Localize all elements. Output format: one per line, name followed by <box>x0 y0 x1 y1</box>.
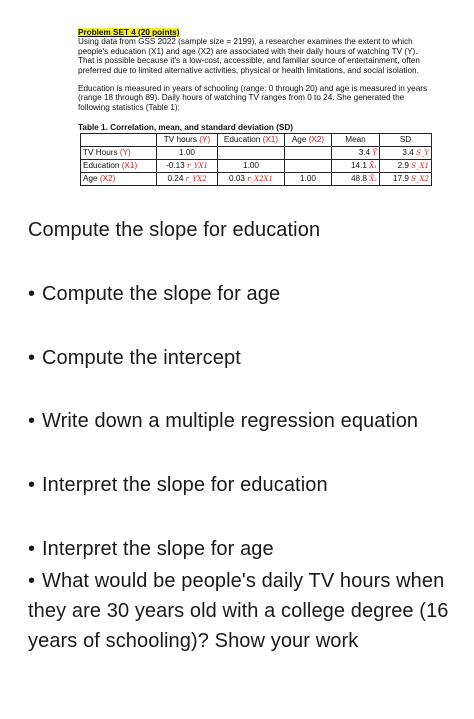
table-title: Table 1. Correlation, mean, and standard deviation (SD) <box>78 123 294 133</box>
header-sd: SD <box>380 133 432 146</box>
row-label: Age (X2) <box>81 172 157 185</box>
bullet-icon: • <box>28 283 36 305</box>
problem-document <box>78 28 436 186</box>
question-2: • Compute the slope for age <box>28 279 280 309</box>
question-1: Compute the slope for education <box>28 219 321 241</box>
cell-tv: -0.13 r_YX1 <box>157 159 218 172</box>
mean-symbol: X̄₂ <box>369 174 377 183</box>
cell-sd: 2.9 S_X1 <box>380 159 432 172</box>
cell-edu: 1.00 <box>218 159 285 172</box>
mean-symbol: X̄₁ <box>369 161 377 170</box>
bullet-icon: • <box>28 538 36 560</box>
cell-mean: 14.1 X̄₁ <box>332 159 380 172</box>
corr-symbol: r_YX2 <box>185 174 207 183</box>
cell-tv: 0.24 r_YX2 <box>157 172 218 185</box>
header-tv-hours: TV hours (Y) <box>157 133 218 146</box>
header-mean: Mean <box>332 133 380 146</box>
cell-age: 1.00 <box>285 172 332 185</box>
row-label: TV Hours (Y) <box>81 146 157 159</box>
sd-symbol: S_Y <box>416 148 429 157</box>
sd-symbol: S_X2 <box>411 174 429 183</box>
cell-mean: 3.4 Ȳ <box>332 146 380 159</box>
stats-table <box>80 133 432 186</box>
problem-paragraph-1: Using data from GSS 2022 (sample size = 2199), a researcher examines the extent to which people's education (X1) and age (X2) are associated with their daily hours of watching TV (Y). That is possible because it's a low-cost, accessible, and familiar source of entertainment, often preferred due to limited alternative activities, physical or health limitations, and social isolation. <box>78 37 420 75</box>
problem-paragraph-2: Education is measured in years of schooling (range: 0 through 20) and age is measured in years (range 18 through 89). Daily hours of watching TV ranges from 0 to 24. She generated the following statistics (Table 1): <box>78 84 428 112</box>
bullet-icon: • <box>28 474 36 496</box>
header-age: Age (X2) <box>285 133 332 146</box>
table-row <box>81 159 432 172</box>
cell-age <box>285 159 332 172</box>
sd-symbol: S_X1 <box>411 161 429 170</box>
corr-symbol: r_X2X1 <box>247 174 273 183</box>
header-education: Education (X1) <box>218 133 285 146</box>
cell-sd: 3.4 S_Y <box>380 146 432 159</box>
question-3: • Compute the intercept <box>28 343 241 373</box>
question-6: • Interpret the slope for age <box>28 534 274 564</box>
header-blank <box>81 133 157 146</box>
cell-edu: 0.03 r_X2X1 <box>218 172 285 185</box>
mean-symbol: Ȳ <box>372 148 377 157</box>
cell-tv: 1.00 <box>157 146 218 159</box>
bullet-icon: • <box>28 410 36 432</box>
table-row <box>81 146 432 159</box>
bullet-icon: • <box>28 347 36 369</box>
row-label: Education (X1) <box>81 159 157 172</box>
problem-title-line <box>78 28 436 37</box>
table-header-row <box>81 133 432 146</box>
cell-mean: 48.8 X̄₂ <box>332 172 380 185</box>
cell-sd: 17.9 S_X2 <box>380 172 432 185</box>
corr-symbol: r_YX1 <box>187 161 208 170</box>
cell-age <box>285 146 332 159</box>
problem-title: Problem SET 4 (20 points) <box>78 28 180 37</box>
table-row <box>81 172 432 185</box>
cell-edu <box>218 146 285 159</box>
question-7: • What would be people's daily TV hours when they are 30 years old with a college degree (16 years of schooling)? Show your work <box>28 566 468 656</box>
question-5: • Interpret the slope for education <box>28 470 328 500</box>
bullet-icon: • <box>28 570 36 592</box>
question-4: • Write down a multiple regression equation <box>28 406 418 436</box>
